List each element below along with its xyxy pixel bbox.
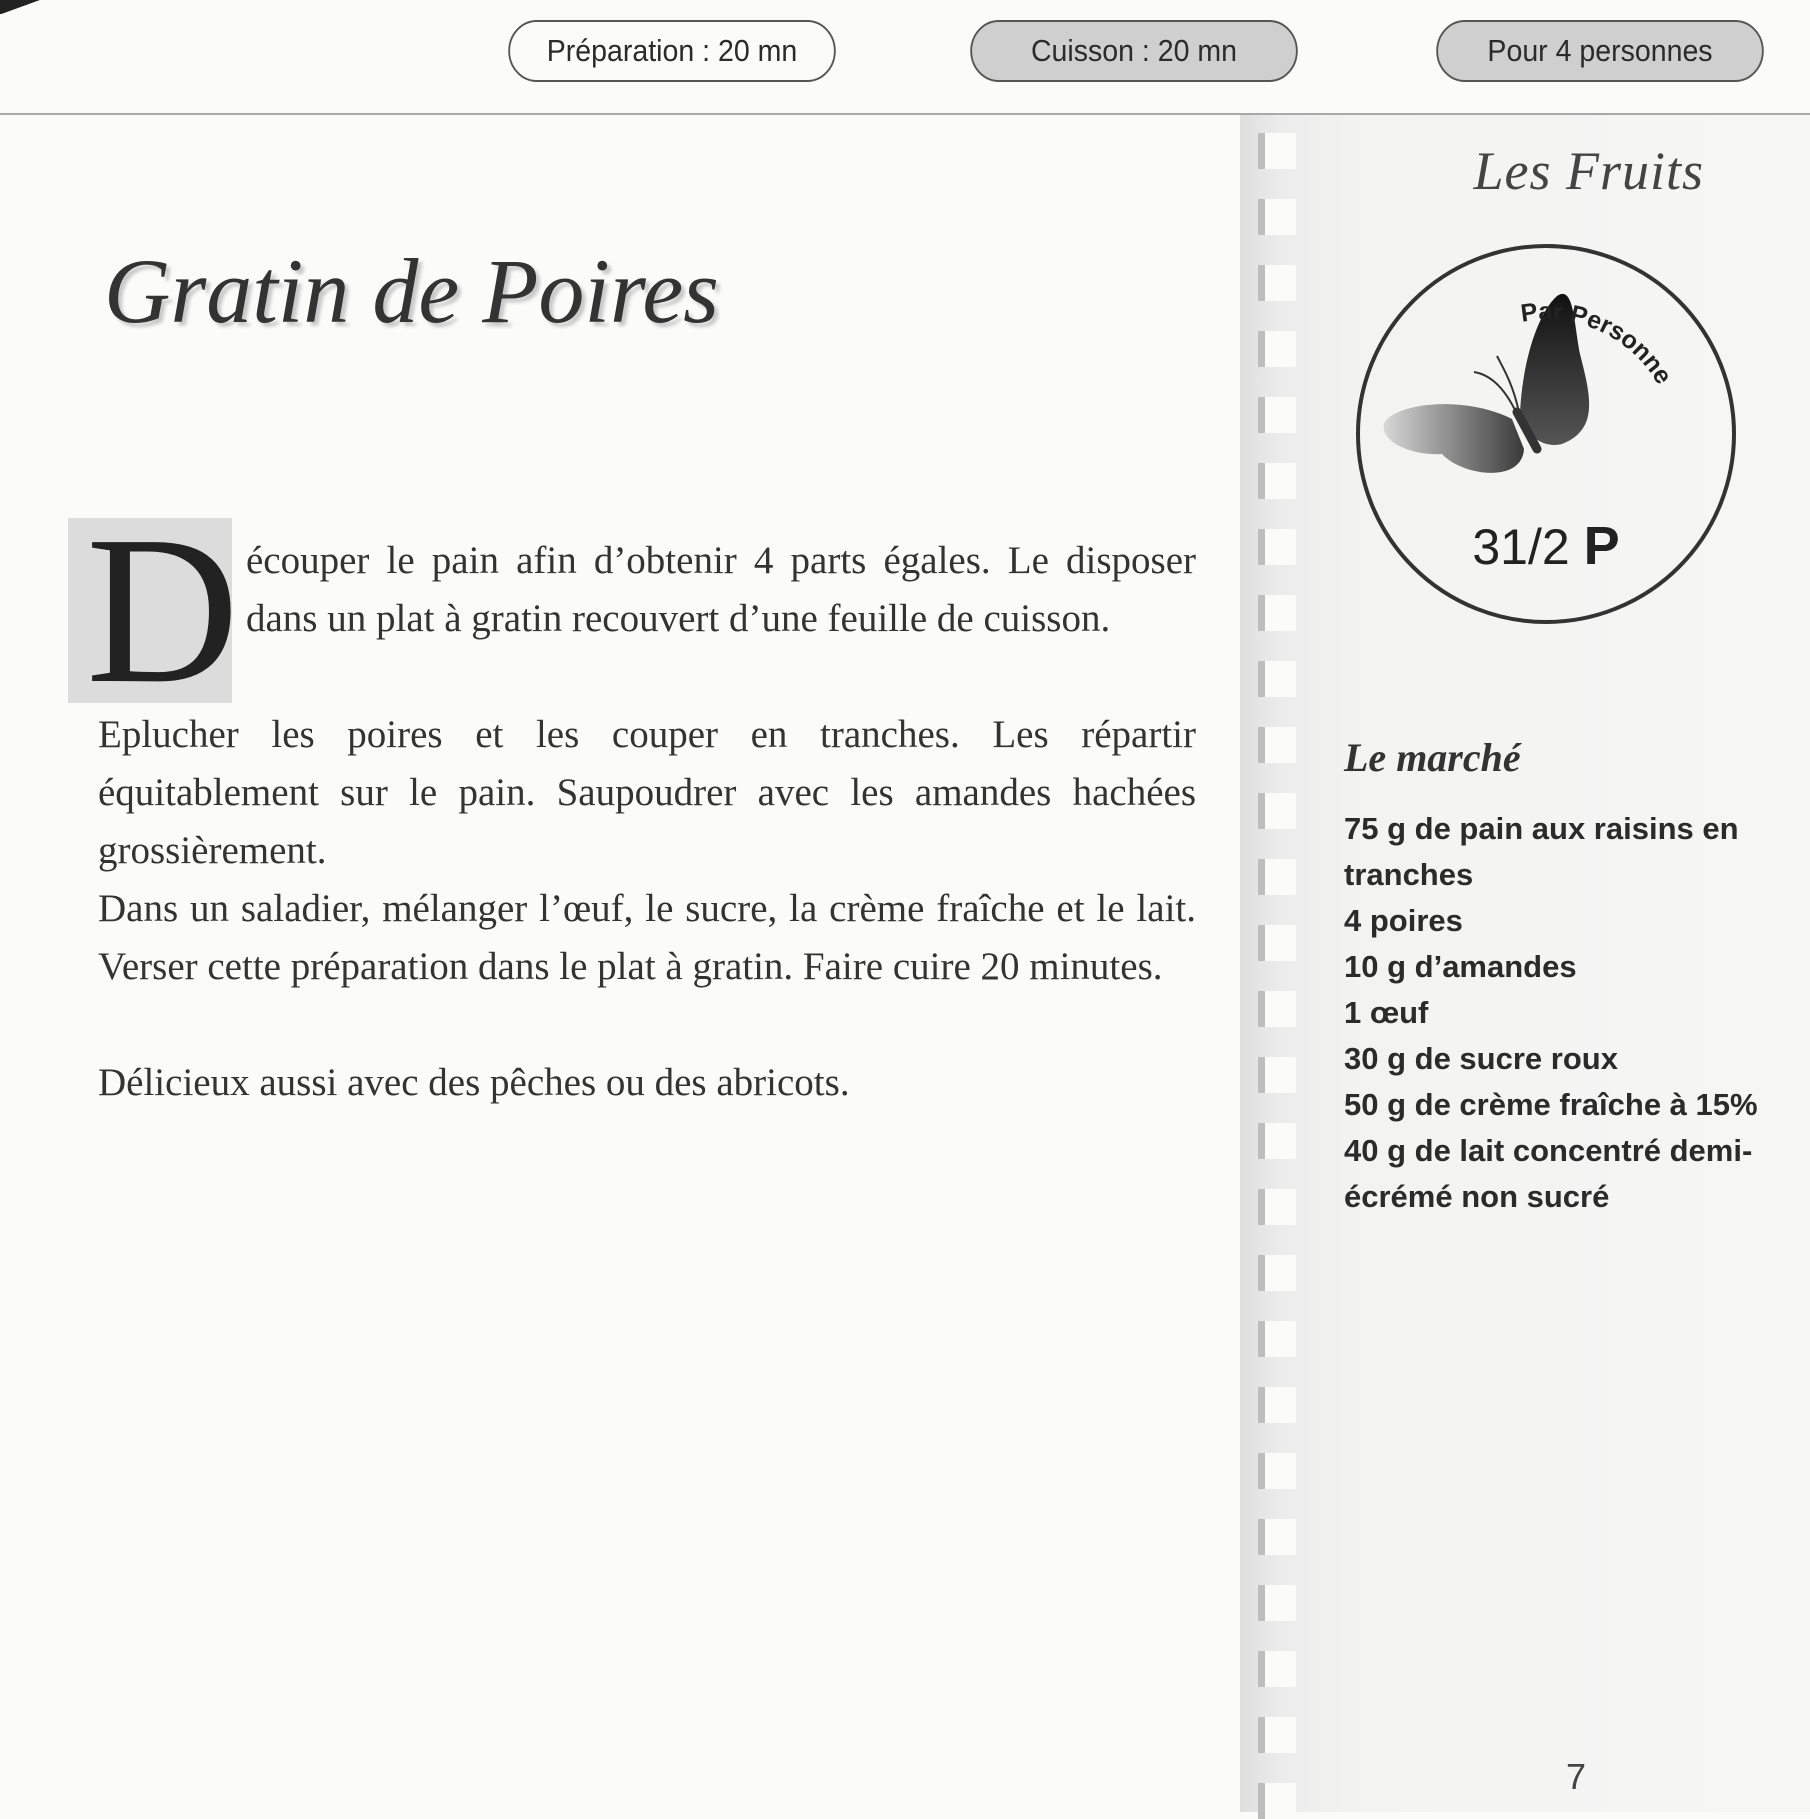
binding-hole	[1258, 727, 1296, 763]
binding-hole	[1258, 1057, 1296, 1093]
binding-hole	[1258, 331, 1296, 367]
binding-hole	[1258, 1717, 1296, 1753]
binding-hole	[1258, 859, 1296, 895]
market-title: Le marché	[1344, 735, 1521, 780]
binding-hole	[1258, 1651, 1296, 1687]
binding-hole	[1258, 661, 1296, 697]
preparation-time-pill: Préparation : 20 mn	[508, 20, 836, 82]
spiral-binding	[1258, 115, 1302, 1812]
corner-mark	[0, 0, 60, 14]
section-label: Les Fruits	[1473, 141, 1704, 201]
recipe-title: Gratin de Poires	[104, 240, 719, 342]
binding-hole	[1258, 265, 1296, 301]
paragraph-text: Dans un saladier, mélanger l’œuf, le sucre, la crème fraîche et le lait. Verser cette préparation dans le plat à gratin. Faire cuire 20 minutes.	[98, 887, 1196, 988]
cooking-time-pill: Cuisson : 20 mn	[970, 20, 1298, 82]
binding-hole	[1258, 199, 1296, 235]
page-number: 7	[1566, 1756, 1587, 1797]
drop-cap: D	[86, 492, 240, 727]
list-item: 10 g d’amandes	[1344, 949, 1577, 984]
instruction-paragraph-1	[246, 532, 1196, 648]
binding-hole	[1258, 1519, 1296, 1555]
binding-hole	[1258, 793, 1296, 829]
paragraph-text: Délicieux aussi avec des pêches ou des abricots.	[98, 1061, 850, 1104]
instruction-paragraph-2	[98, 706, 1196, 880]
list-item: 30 g de sucre roux	[1344, 1041, 1618, 1076]
paragraph-text: écouper le pain afin d’obtenir 4 parts égales. Le disposer dans un plat à gratin recouvert d’une feuille de cuisson.	[246, 539, 1196, 640]
badge-value	[1352, 515, 1740, 577]
binding-hole	[1258, 925, 1296, 961]
list-item: 40 g de lait concentré demi-écrémé non sucré	[1344, 1133, 1753, 1214]
binding-hole	[1258, 1585, 1296, 1621]
binding-hole	[1258, 1387, 1296, 1423]
points-value: 31/2	[1472, 519, 1570, 575]
binding-hole	[1258, 1123, 1296, 1159]
binding-hole	[1258, 1783, 1296, 1819]
points-unit: P	[1583, 516, 1620, 576]
binding-hole	[1258, 991, 1296, 1027]
binding-hole	[1258, 463, 1296, 499]
binding-hole	[1258, 1189, 1296, 1225]
list-item: 1 œuf	[1344, 995, 1429, 1030]
binding-hole	[1258, 397, 1296, 433]
instruction-paragraph-3	[98, 880, 1196, 996]
binding-hole	[1258, 1255, 1296, 1291]
binding-hole	[1258, 1453, 1296, 1489]
list-item: 75 g de pain aux raisins en tranches	[1344, 811, 1739, 892]
instruction-paragraph-4	[98, 1054, 1196, 1112]
ingredient-list	[1344, 806, 1794, 1220]
list-item: 50 g de crème fraîche à 15%	[1344, 1087, 1758, 1122]
binding-hole	[1258, 529, 1296, 565]
binding-hole	[1258, 133, 1296, 169]
servings-pill: Pour 4 personnes	[1436, 20, 1764, 82]
paragraph-text: Eplucher les poires et les couper en tranches. Les répartir équitablement sur le pain. Saupoudrer avec les amandes hachées grossièrement.	[98, 713, 1196, 872]
binding-hole	[1258, 595, 1296, 631]
binding-hole	[1258, 1321, 1296, 1357]
list-item: 4 poires	[1344, 903, 1463, 938]
badge-arc-label: Par Personne	[1519, 297, 1678, 389]
